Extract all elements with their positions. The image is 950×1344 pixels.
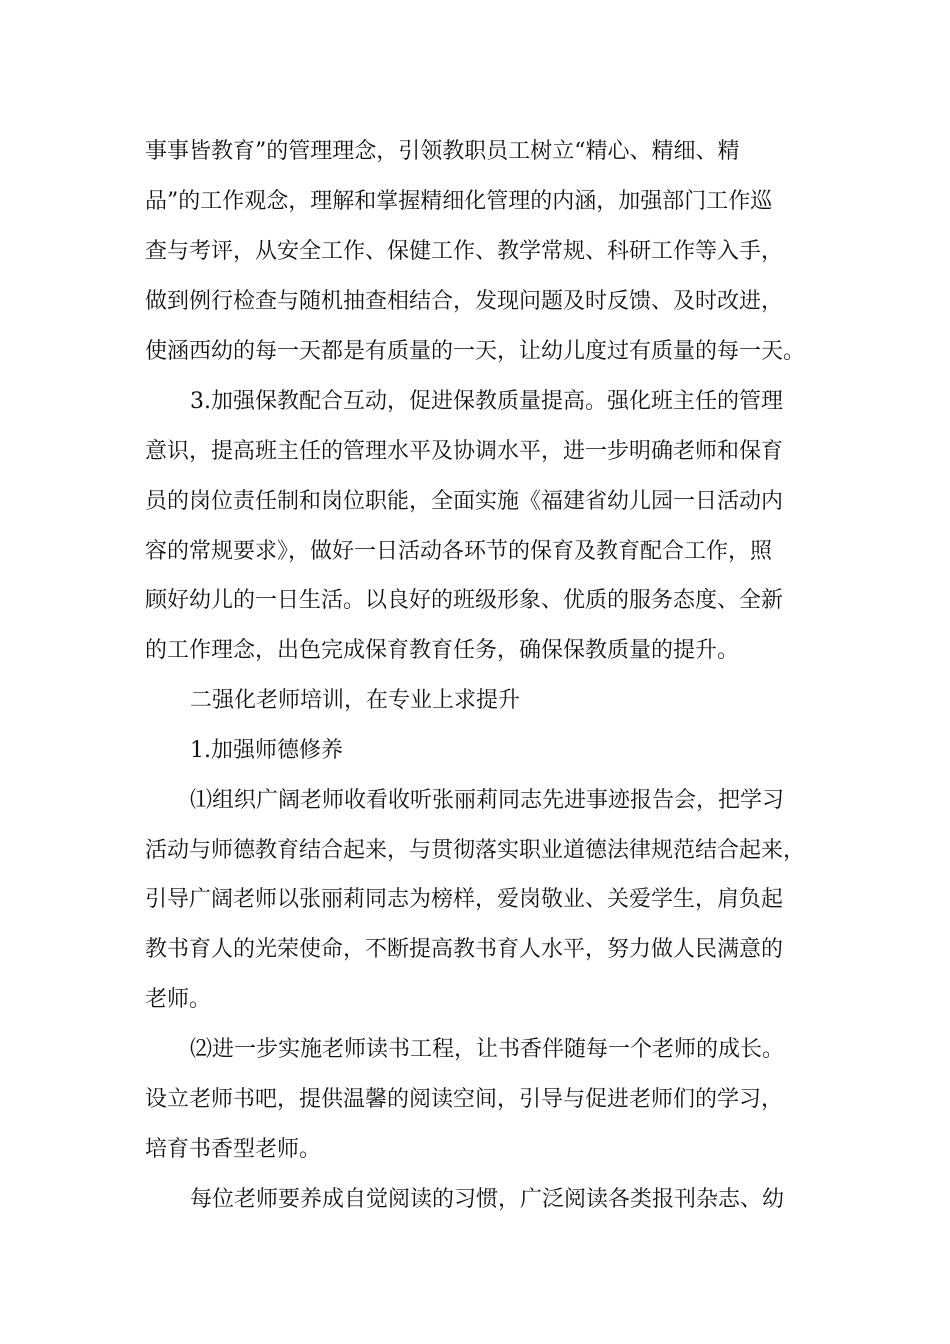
text-line: 品”的工作观念，理解和掌握精细化管理的内涵，加强部门工作巡: [145, 189, 773, 214]
section-heading: 二强化老师培训，在专业上求提升: [190, 688, 521, 713]
text-line: ⑴组织广阔老师收看收听张丽莉同志先进事迹报告会，把学习: [190, 788, 785, 813]
text-line: 教书育人的光荣使命，不断提高教书育人水平，努力做人民满意的: [145, 937, 784, 962]
text-line: 活动与师德教育结合起来，与贯彻落实职业道德法律规范结合起来，: [145, 838, 806, 863]
text-line: 顾好幼儿的一日生活。以良好的班级形象、优质的服务态度、全新: [145, 588, 784, 613]
text-line: 每位老师要养成自觉阅读的习惯，广泛阅读各类报刊杂志、幼: [190, 1187, 785, 1212]
text-line: 员的岗位责任制和岗位职能，全面实施《福建省幼儿园一日活动内: [145, 489, 784, 514]
subsection-heading: 1.加强师德修养: [190, 738, 343, 763]
text-line: 事事皆教育”的管理理念，引领教职员工树立“精心、精细、精: [145, 139, 740, 164]
text-line: 使涵西幼的每一天都是有质量的一天，让幼儿度过有质量的每一天。: [145, 339, 806, 364]
text-line: 引导广阔老师以张丽莉同志为榜样，爱岗敬业、关爱学生，肩负起: [145, 887, 784, 912]
text-line: 做到例行检查与随机抽查相结合，发现问题及时反馈、及时改进，: [145, 289, 784, 314]
text-line: 设立老师书吧，提供温馨的阅读空间，引导与促进老师们的学习，: [145, 1087, 784, 1112]
text-line: ⑵进一步实施老师读书工程，让书香伴随每一个老师的成长。: [190, 1037, 785, 1062]
text-line: 意识，提高班主任的管理水平及协调水平，进一步明确老师和保育: [145, 439, 784, 464]
text-line: 3.加强保教配合互动，促进保教质量提高。强化班主任的管理: [190, 389, 783, 414]
text-line: 老师。: [145, 987, 212, 1012]
text-line: 容的常规要求》，做好一日活动各环节的保育及教育配合工作，照: [145, 539, 773, 564]
text-line: 的工作理念，出色完成保育教育任务，确保保教质量的提升。: [145, 638, 740, 663]
text-line: 查与考评，从安全工作、保健工作、教学常规、科研工作等入手，: [145, 239, 784, 264]
text-line: 培育书香型老师。: [145, 1137, 322, 1162]
